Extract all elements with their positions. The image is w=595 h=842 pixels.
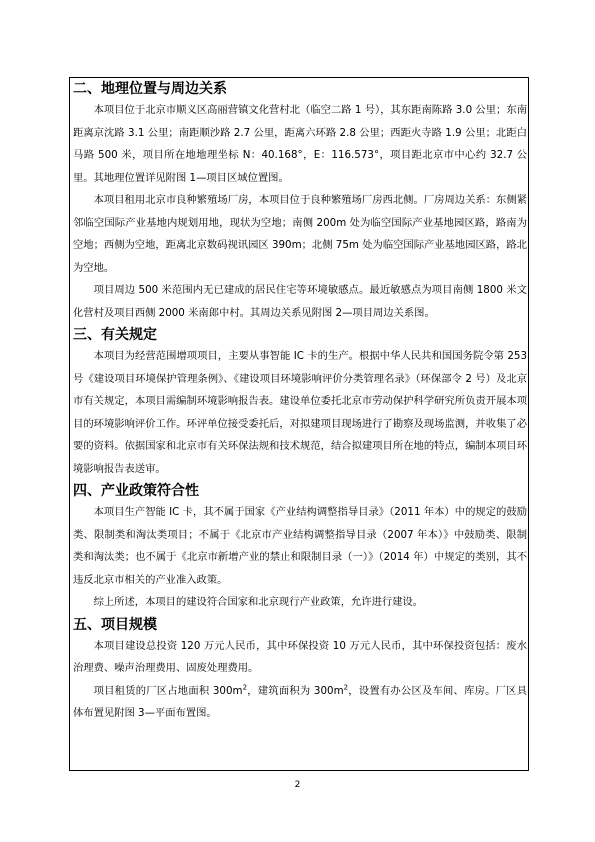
page-number: 2 (294, 780, 301, 790)
area-text-3: ，设置有办公区及车间、库房。厂区具体布置见附图 3—平面布置图。 (73, 684, 527, 719)
area-superscript-2: 2 (343, 683, 349, 692)
section-heading-regulations: 三、有关规定 (73, 327, 157, 343)
paragraph-policy-1: 本项目生产智能 IC 卡，其不属于国家《产业结构调整指导目录》（2011 年本）中的规定的鼓励类、限制类和淘汰类项目；不属于《北京市产业结构调整指导目录（2007 年本）》中鼓励类、限制类和淘汰类；也不属于《北京市新增产业的禁止和限制目录（一）》（2014 年）中规定的类别，其不违反北京市相关的产业准入政策。 (73, 506, 527, 586)
section-heading-location: 二、地理位置与周边关系 (73, 81, 227, 97)
paragraph-policy-2: 综上所述，本项目的建设符合国家和北京现行产业政策，允许进行建设。 (93, 596, 424, 608)
paragraph-location-1: 本项目位于北京市顺义区高丽营镇文化营村北（临空二路 1 号），其东距南陈路 3.0 公里；东南距离京沈路 3.1 公里；南距顺沙路 2.7 公里，距离六环路 2.8 公里；西距火寺路 1.9 公里；北距白马路 500 米，项目所在地地理坐标 N：40.168°，E：116.573°，项目距北京市中心约 32.7 公里。其地理位置详见附图 1—项目区域位置图。 (73, 104, 527, 184)
document-body (73, 79, 527, 725)
paragraph-scale-area (73, 680, 527, 725)
area-superscript-1: 2 (242, 683, 248, 692)
paragraph-regulations-1: 本项目为经营范围增项项目，主要从事智能 IC 卡的生产。根据中华人民共和国国务院令第 253 号《建设项目环境保护管理条例》、《建设项目环境影响评价分类管理名录》（环保部令 2 号）及北京市有关规定，本项目需编制环境影响报告表。建设单位委托北京市劳动保护科学研究所负责开展本项目的环境影响评价工作。环评单位接受委托后，对拟建项目现场进行了勘察及现场监测，并收集了必要的资料。依据国家和北京市有关环保法规和技术规范，结合拟建项目所在地的特点，编制本项目环境影响报告表送审。 (73, 350, 527, 475)
section-heading-project-scale: 五、项目规模 (73, 616, 157, 633)
paragraph-scale-1: 本项目建设总投资 120 万元人民币，其中环保投资 10 万元人民币，其中环保投资包括：废水治理费、噪声治理费用、固废处理费用。 (73, 639, 527, 674)
paragraph-location-2: 本项目租用北京市良种繁殖场厂房，本项目位于良种繁殖场厂房西北侧。厂房周边关系：东侧紧邻临空国际产业基地内规划用地，现状为空地；南侧 200m 处为临空国际产业基地园区路，路南为空地；西侧为空地，距离北京数码视讯园区 390m；北侧 75m 处为临空国际产业基地园区路，路北为空地。 (73, 194, 527, 274)
area-text-1: 项目租赁的厂区占地面积 300m (93, 684, 243, 697)
section-heading-industry-policy: 四、产业政策符合性 (73, 483, 199, 499)
paragraph-location-3: 项目周边 500 米范围内无已建成的居民住宅等环境敏感点。最近敏感点为项目南侧 1800 米文化营村及项目西侧 2000 米南郎中村。其周边关系见附图 2—项目周边关系图。 (73, 284, 527, 319)
area-text-2: ，建筑面积为 300m (247, 684, 344, 697)
